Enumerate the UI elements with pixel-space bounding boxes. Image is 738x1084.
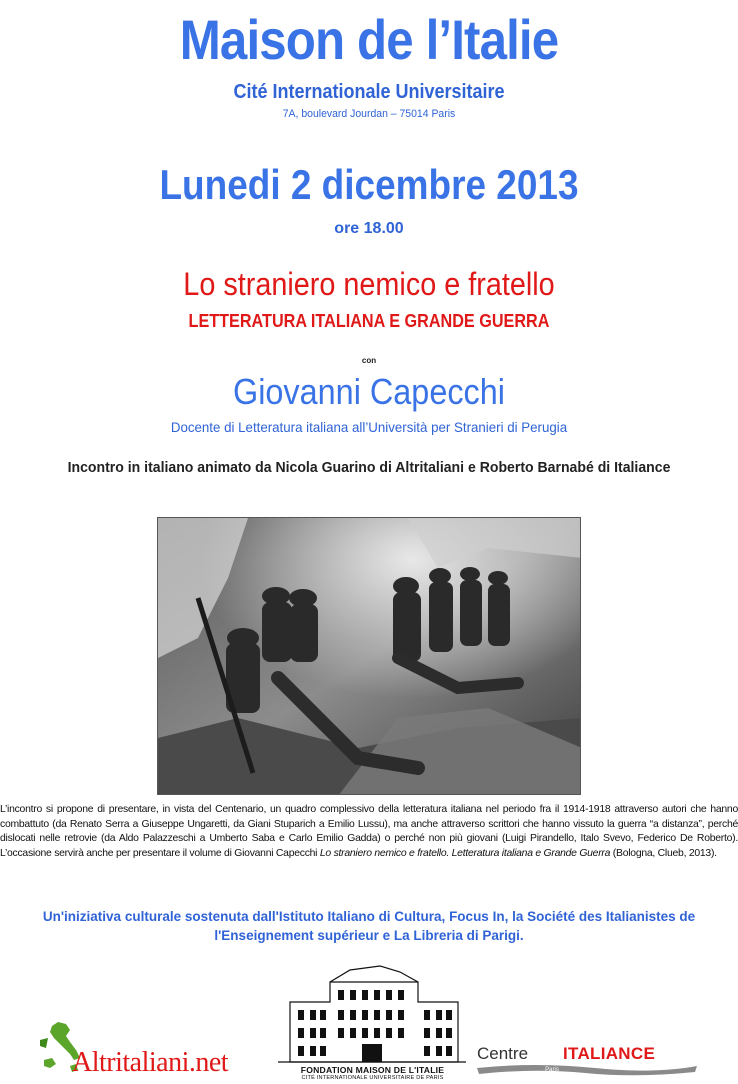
- fondation-subtitle: CITÉ INTERNATIONALE UNIVERSITAIRE DE PARIS: [301, 1075, 444, 1081]
- paris-label: Paris: [545, 1067, 559, 1073]
- event-description: [0, 803, 738, 861]
- building-icon: [270, 962, 475, 1064]
- centre-label: Centre: [477, 1044, 529, 1063]
- description-text-after: (Bologna, Clueb, 2013).: [610, 847, 717, 859]
- altritaliani-logo[interactable]: [36, 1020, 272, 1080]
- description-text-before: L’incontro si propone di presentare, in vista del Centenario, un quadro complessivo della letteratura italiana nel periodo fra il 1914-1918 attraverso autori che hanno combattuto (da Renato Serra a Giuseppe Ungaretti, da Giani Stuparich a Emilio Lussu), ma anche attraverso scrittori che hanno vissuto la guerra “a distanza”, perché dislocati nelle retrovie (da Aldo Palazzeschi a Umberto Saba e Carlo Emilio Gadda) o perché non più giovani (Luigi Pirandello, Italo Svevo, Federico De Roberto). L’occasione servirà anche per presentare il volume di Giovanni Capecchi: [0, 804, 738, 859]
- venue-title: Maison de l’Italie: [179, 8, 559, 71]
- fondation-maison-italie-logo[interactable]: [270, 962, 475, 1084]
- event-date: Lunedi 2 dicembre 2013: [159, 161, 579, 208]
- with-label: con: [361, 356, 377, 365]
- centre-italiance-logo[interactable]: [475, 1044, 700, 1084]
- event-title: Lo straniero nemico e fratello: [183, 266, 555, 302]
- italiance-label: ITALIANCE: [563, 1044, 656, 1063]
- war-photo: [157, 517, 581, 795]
- speaker-role: Docente di Letteratura italiana all’Università per Stranieri di Perugia: [170, 419, 568, 435]
- speaker-name: Giovanni Capecchi: [233, 371, 505, 412]
- institution-subtitle: Cité Internationale Universitaire: [233, 81, 505, 103]
- event-time: ore 18.00: [334, 220, 404, 237]
- support-note: Un'iniziativa culturale sostenuta dall'Istituto Italiano di Cultura, Focus In, la Société des Italianistes de l'Enseignement supérieur e La Libreria di Parigi.: [42, 909, 696, 943]
- venue-address: 7A, boulevard Jourdan – 75014 Paris: [282, 108, 456, 120]
- altritaliani-name: Altritaliani.net: [72, 1047, 229, 1078]
- fondation-name: FONDATION MAISON DE L'ITALIE: [300, 1065, 445, 1075]
- book-title: Lo straniero nemico e fratello. Letteratura italiana e Grande Guerra: [319, 847, 611, 859]
- event-subtitle: LETTERATURA ITALIANA E GRANDE GUERRA: [188, 311, 550, 331]
- hosts-line: Incontro in italiano animato da Nicola Guarino di Altritaliani e Roberto Barnabé di Italiance: [67, 460, 671, 476]
